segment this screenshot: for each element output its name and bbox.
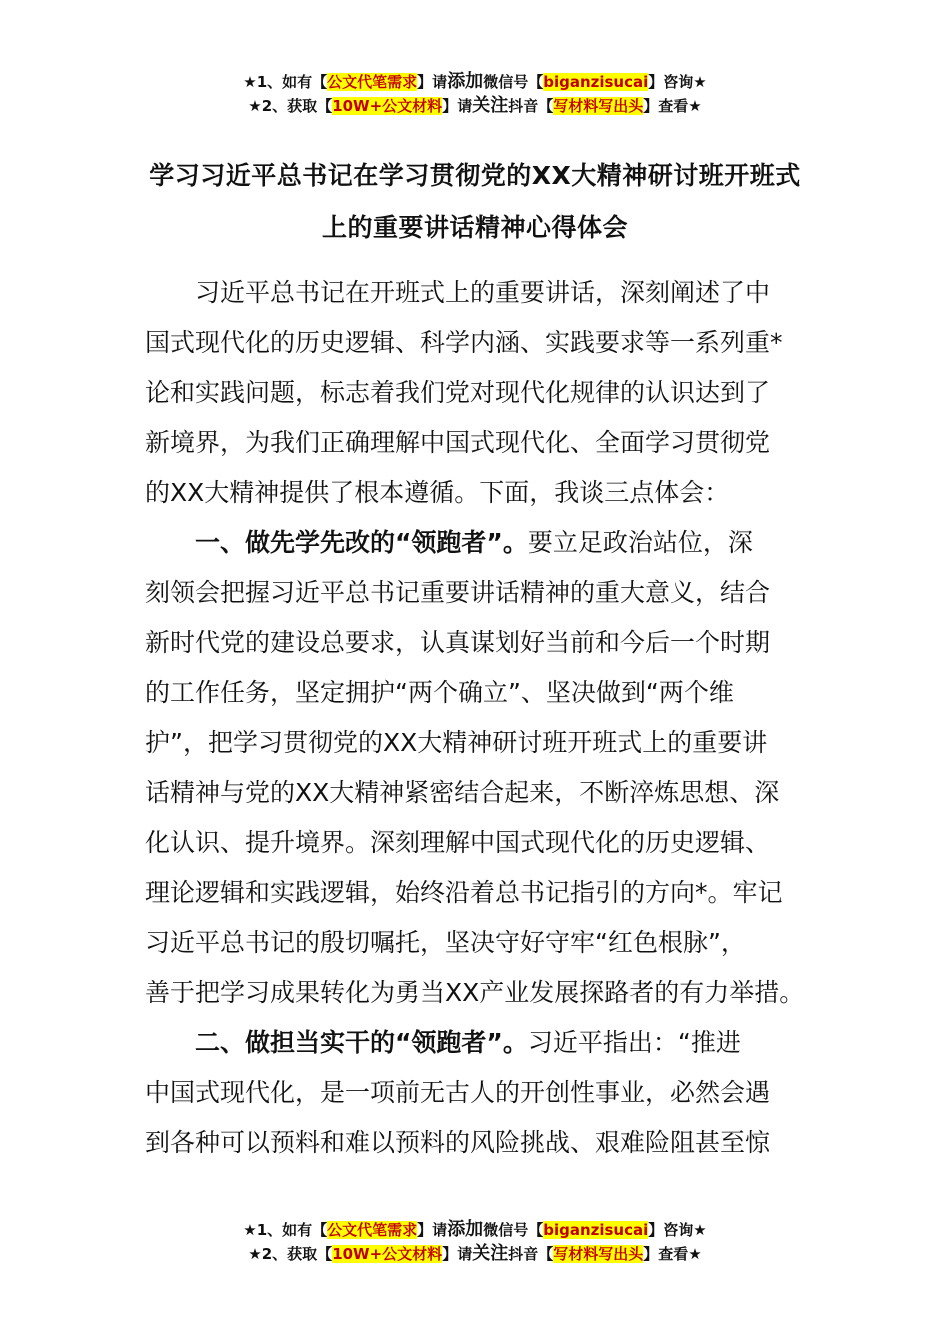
banner-text: 】请 bbox=[442, 1245, 473, 1263]
banner-text: 】请 bbox=[417, 73, 448, 91]
banner-text: 】查看★ bbox=[643, 1245, 702, 1263]
banner-emphasis: 添加 bbox=[447, 71, 484, 92]
banner-highlight: 10W+公文材料 bbox=[332, 97, 443, 115]
document-body bbox=[145, 268, 825, 1168]
banner-line-2 bbox=[0, 94, 950, 118]
paragraph-line: 的工作任务，坚定拥护“两个确立”、坚决做到“两个维 bbox=[145, 678, 734, 707]
banner-text: 】咨询★ bbox=[648, 1221, 707, 1239]
banner-highlight: 10W+公文材料 bbox=[332, 1245, 443, 1263]
paragraph-line: 国式现代化的历史逻辑、科学内涵、实践要求等一系列重* bbox=[145, 328, 783, 357]
banner-douyin-id: 写材料写出头 bbox=[553, 97, 644, 115]
banner-text: 】请 bbox=[417, 1221, 448, 1239]
paragraph-line: 刻领会把握习近平总书记重要讲话精神的重大意义，结合 bbox=[145, 578, 771, 607]
paragraph-line: 理论逻辑和实践逻辑，始终沿着总书记指引的方向*。牢记 bbox=[145, 878, 783, 907]
banner-text: ★2、获取【 bbox=[248, 1245, 333, 1263]
paragraph-text: 要立足政治站位，深 bbox=[527, 528, 753, 557]
paragraph-line: 新时代党的建设总要求，认真谋划好当前和今后一个时期 bbox=[145, 628, 771, 657]
banner-highlight: 公文代笔需求 bbox=[327, 1221, 418, 1239]
paragraph-text: 习近平指出：“推进 bbox=[527, 1028, 741, 1057]
banner-text: ★1、如有【 bbox=[243, 73, 328, 91]
banner-text: 】查看★ bbox=[643, 97, 702, 115]
paragraph-line: 护”，把学习贯彻党的XX大精神研讨班开班式上的重要讲 bbox=[145, 728, 768, 757]
banner-emphasis: 关注 bbox=[472, 1243, 509, 1264]
banner-highlight: 公文代笔需求 bbox=[327, 73, 418, 91]
paragraph-line: 话精神与党的XX大精神紧密结合起来，不断淬炼思想、深 bbox=[145, 778, 780, 807]
top-banner bbox=[0, 70, 950, 118]
banner-text: ★1、如有【 bbox=[243, 1221, 328, 1239]
banner-wechat-id: biganzisucai bbox=[543, 1221, 649, 1239]
banner-line-1 bbox=[0, 70, 950, 94]
title-line-1: 学习习近平总书记在学习贯彻党的XX大精神研讨班开班式 bbox=[149, 161, 801, 190]
section-1-heading: 一、做先学先改的“领跑者”。 bbox=[195, 528, 528, 557]
bottom-banner bbox=[0, 1218, 950, 1266]
paragraph-line: 习近平总书记在开班式上的重要讲话，深刻阐述了中 bbox=[195, 278, 771, 307]
paragraph-line: 化认识、提升境界。深刻理解中国式现代化的历史逻辑、 bbox=[145, 828, 771, 857]
paragraph-line: 新境界，为我们正确理解中国式现代化、全面学习贯彻党 bbox=[145, 428, 771, 457]
paragraph-line: 善于把学习成果转化为勇当XX产业发展探路者的有力举措。 bbox=[145, 978, 805, 1007]
banner-emphasis: 添加 bbox=[447, 1219, 484, 1240]
paragraph-line: 到各种可以预料和难以预料的风险挑战、艰难险阻甚至惊 bbox=[145, 1128, 771, 1157]
banner-line-1 bbox=[0, 1218, 950, 1242]
section-2-heading: 二、做担当实干的“领跑者”。 bbox=[195, 1028, 528, 1057]
paragraph-line: 中国式现代化，是一项前无古人的开创性事业，必然会遇 bbox=[145, 1078, 771, 1107]
document-title bbox=[110, 150, 840, 254]
paragraph-line: 的XX大精神提供了根本遵循。下面，我谈三点体会： bbox=[145, 478, 730, 507]
banner-line-2 bbox=[0, 1242, 950, 1266]
title-line-2: 上的重要讲话精神心得体会 bbox=[321, 213, 628, 242]
banner-text: 抖音【 bbox=[508, 97, 554, 115]
paragraph-line: 论和实践问题，标志着我们党对现代化规律的认识达到了 bbox=[145, 378, 771, 407]
banner-text: ★2、获取【 bbox=[248, 97, 333, 115]
banner-text: 抖音【 bbox=[508, 1245, 554, 1263]
banner-text: 微信号【 bbox=[483, 1221, 544, 1239]
paragraph-line: 习近平总书记的殷切嘱托，坚决守好守牢“红色根脉”， bbox=[145, 928, 746, 957]
banner-douyin-id: 写材料写出头 bbox=[553, 1245, 644, 1263]
section-1-heading-line bbox=[145, 518, 825, 568]
banner-text: 】咨询★ bbox=[648, 73, 707, 91]
section-2-heading-line bbox=[145, 1018, 825, 1068]
banner-text: 微信号【 bbox=[483, 73, 544, 91]
banner-emphasis: 关注 bbox=[472, 95, 509, 116]
banner-wechat-id: biganzisucai bbox=[543, 73, 649, 91]
banner-text: 】请 bbox=[442, 97, 473, 115]
